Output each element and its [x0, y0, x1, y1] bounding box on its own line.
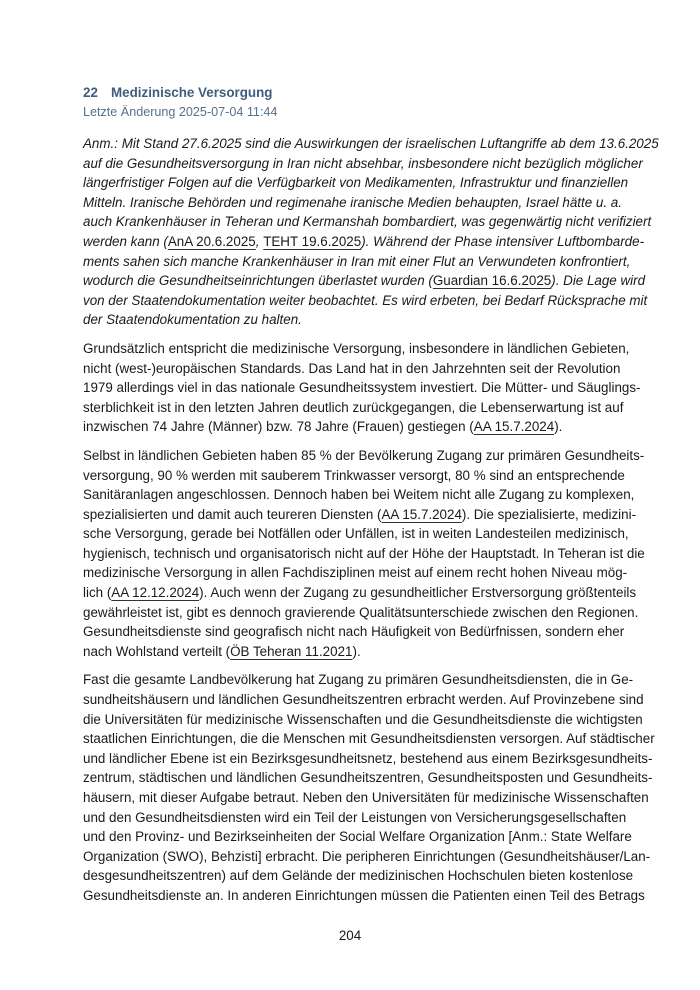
text-line — [83, 768, 653, 788]
text-line — [83, 310, 616, 330]
text-segment: wodurch die Gesundheitseinrichtungen überlastet wurden ( — [83, 273, 433, 289]
text-line — [83, 788, 649, 808]
page-number: 204 — [338, 928, 362, 943]
text-segment: häusern, mit dieser Aufgabe betraut. Neben den Universitäten für medizinische Wissenschaften — [83, 790, 649, 805]
text-segment: Sanitäranlagen angeschlossen. Dennoch haben bei Weitem nicht alle Zugang zu komplexen, — [83, 487, 635, 503]
text-segment: und ländlicher Ebene ist ein Bezirksgesundheitsnetz, bestehend aus einem Bezirksgesundheits- — [83, 750, 653, 766]
text-line — [83, 847, 651, 867]
text-line — [83, 466, 625, 486]
source-link[interactable]: AA 15.7.2024 — [473, 419, 555, 435]
text-segment: medizinische Versorgung in allen Fachdisziplinen meist auf einem recht hohen Niveau mög- — [83, 565, 628, 581]
text-segment: Selbst in ländlichen Gebieten haben 85 % der Bevölkerung Zugang zur primären Gesundheits- — [83, 447, 645, 463]
text-line — [83, 583, 637, 603]
text-line — [83, 886, 645, 906]
text-segment: sche Versorgung, gerade bei Notfällen oder Unfällen, ist in weiten Landesteilen medizinisch, — [83, 526, 629, 542]
text-line — [83, 212, 652, 232]
text-line — [83, 173, 629, 193]
text-segment: auf die Gesundheitsversorgung in Iran nicht absehbar, insbesondere nicht bezüglich möglicher — [83, 155, 643, 171]
text-segment: von der Staatendokumentation weiter beobachtet. Es wird erbeten, bei Bedarf Rücksprache mit — [83, 292, 648, 308]
text-segment: versorgung, 90 % werden mit sauberem Trinkwasser versorgt, 80 % sind an entsprechende — [83, 467, 625, 483]
text-segment: ). Die spezialisierte, medizini- — [461, 506, 637, 522]
text-segment: ). — [554, 419, 563, 435]
text-segment: ). Die Lage wird — [551, 273, 646, 289]
text-line — [83, 378, 641, 398]
text-segment: lich ( — [83, 585, 112, 601]
text-segment: spezialisierten und damit auch teureren Diensten ( — [83, 506, 382, 522]
last-change-date: Letzte Änderung 2025-07-04 11:44 — [83, 105, 278, 119]
text-segment: sterblichkeit ist in den letzten Jahren deutlich zurückgegangen, die Lebenserwartung ist auf — [83, 399, 624, 415]
body-paragraph — [83, 446, 645, 662]
text-line — [83, 749, 653, 769]
text-segment: ). — [352, 643, 361, 659]
text-line — [83, 398, 624, 418]
text-segment: sundheitshäusern und ländlichen Gesundheitszentren erbracht werden. Auf Provinzebene sind — [83, 692, 644, 708]
text-segment: Gesundheitsdienste an. In anderen Einrichtungen müssen die Patienten einen Teil des Betrags — [83, 887, 645, 903]
text-segment: , — [255, 233, 264, 249]
text-line — [83, 866, 634, 886]
section-heading — [83, 83, 616, 102]
text-line — [83, 524, 629, 544]
text-segment: und den Gesundheitsdiensten wird ein Teil der Leistungen von Versicherungsgesellschaften — [83, 809, 627, 825]
source-link[interactable]: TEHT 19.6.2025 — [263, 233, 362, 249]
section-number: 22 — [83, 85, 98, 100]
text-segment: 1979 allerdings viel in das nationale Gesundheitssystem investiert. Die Mütter- und Säuglings- — [83, 380, 641, 396]
text-segment: desgesundheitszentren) auf dem Gelände der medizinischen Hochschulen bieten kostenlose — [83, 868, 634, 884]
source-link[interactable]: AA 12.12.2024 — [111, 585, 200, 601]
text-segment: der Staatendokumentation zu halten. — [83, 312, 302, 328]
text-segment: Gesundheitsdienste sind geografisch nicht nach Häufigkeit von Bedürfnissen, sondern eher — [83, 624, 625, 640]
text-line — [83, 710, 643, 730]
text-line — [83, 505, 637, 525]
text-segment: inzwischen 74 Jahre (Männer) bzw. 78 Jahre (Frauen) gestiegen ( — [83, 419, 474, 435]
text-line — [83, 154, 643, 174]
text-line — [83, 622, 625, 642]
text-line — [83, 252, 631, 272]
text-segment: staatlichen Einrichtungen, die die Menschen mit Gesundheitsdiensten versorgen. Auf städtischer — [83, 731, 655, 747]
note-paragraph — [83, 134, 659, 330]
text-line — [83, 729, 655, 749]
document-body — [83, 134, 659, 906]
text-segment: werden kann ( — [83, 233, 168, 249]
text-line — [83, 690, 644, 710]
text-segment: Organization (SWO), Behzisti] erbracht. Die peripheren Einrichtungen (Gesundheitshäuser/Lan- — [83, 848, 651, 864]
text-line — [83, 193, 622, 213]
text-segment: nach Wohlstand verteilt ( — [83, 643, 231, 659]
text-line — [83, 603, 639, 623]
text-segment: ments sahen sich manche Krankenhäuser in Iran mit einer Flut an Verwundeten konfrontiert, — [83, 253, 631, 269]
document-page — [83, 83, 659, 906]
text-line — [83, 134, 659, 154]
text-line — [83, 827, 632, 847]
text-line — [83, 485, 635, 505]
text-segment: Mitteln. Iranische Behörden und regimenahe iranische Medien behaupten, Israel hätte u. a. — [83, 194, 622, 210]
text-segment: zentrum, städtischen und ländlichen Gesundheitszentren, Gesundheitsposten und Gesundheits- — [83, 770, 653, 786]
text-line — [83, 339, 630, 359]
text-line — [83, 808, 627, 828]
text-segment: ). Während der Phase intensiver Luftbombarde- — [361, 233, 645, 249]
text-segment: ). Auch wenn der Zugang zu gesundheitlicher Erstversorgung größtenteils — [199, 585, 637, 601]
section-title: Medizinische Versorgung — [111, 85, 273, 100]
source-link[interactable]: AnA 20.6.2025 — [167, 233, 256, 249]
text-segment: Grundsätzlich entspricht die medizinische Versorgung, insbesondere in ländlichen Gebieten, — [83, 340, 630, 356]
text-line — [83, 563, 628, 583]
source-link[interactable]: ÖB Teheran 11.2021 — [230, 643, 353, 659]
text-segment: Fast die gesamte Landbevölkerung hat Zugang zu primären Gesundheitsdiensten, die in Ge- — [83, 672, 634, 688]
text-segment: auch Krankenhäuser in Teheran und Kermanshah bombardiert, was gegenwärtig nicht verifiziert — [83, 214, 652, 230]
body-paragraph — [83, 339, 641, 437]
text-segment: hygienisch, technisch und organisatorisch nicht auf der Höhe der Hauptstadt. In Teheran ist die — [83, 545, 645, 561]
text-segment: die Universitäten für medizinische Wissenschaften und die Gesundheitsdienste die wichtigsten — [83, 711, 643, 727]
text-segment: Anm.: Mit Stand 27.6.2025 sind die Auswirkungen der israelischen Luftangriffe ab dem 13.6.2025 — [83, 136, 659, 151]
text-line — [83, 359, 621, 379]
text-segment: nicht (west-)europäischen Standards. Das Land hat in den Jahrzehnten seit der Revolution — [83, 360, 621, 376]
text-line — [83, 544, 645, 564]
source-link[interactable]: Guardian 16.6.2025 — [432, 273, 552, 289]
text-line — [83, 446, 645, 466]
text-line — [83, 271, 646, 291]
text-line — [83, 232, 645, 252]
text-segment: gewährleistet ist, gibt es dennoch gravierende Qualitätsunterschiede zwischen den Regionen. — [83, 604, 639, 620]
text-line — [83, 291, 648, 311]
text-line — [83, 670, 634, 690]
text-segment: und den Provinz- und Bezirkseinheiten der Social Welfare Organization [Anm.: State Welfare — [83, 829, 632, 845]
body-paragraph — [83, 670, 655, 905]
text-line — [83, 417, 616, 437]
source-link[interactable]: AA 15.7.2024 — [381, 506, 462, 522]
text-segment: längerfristiger Folgen auf die Verfügbarkeit von Medikamenten, Infrastruktur und finanziellen — [83, 175, 629, 191]
text-line — [83, 642, 616, 662]
